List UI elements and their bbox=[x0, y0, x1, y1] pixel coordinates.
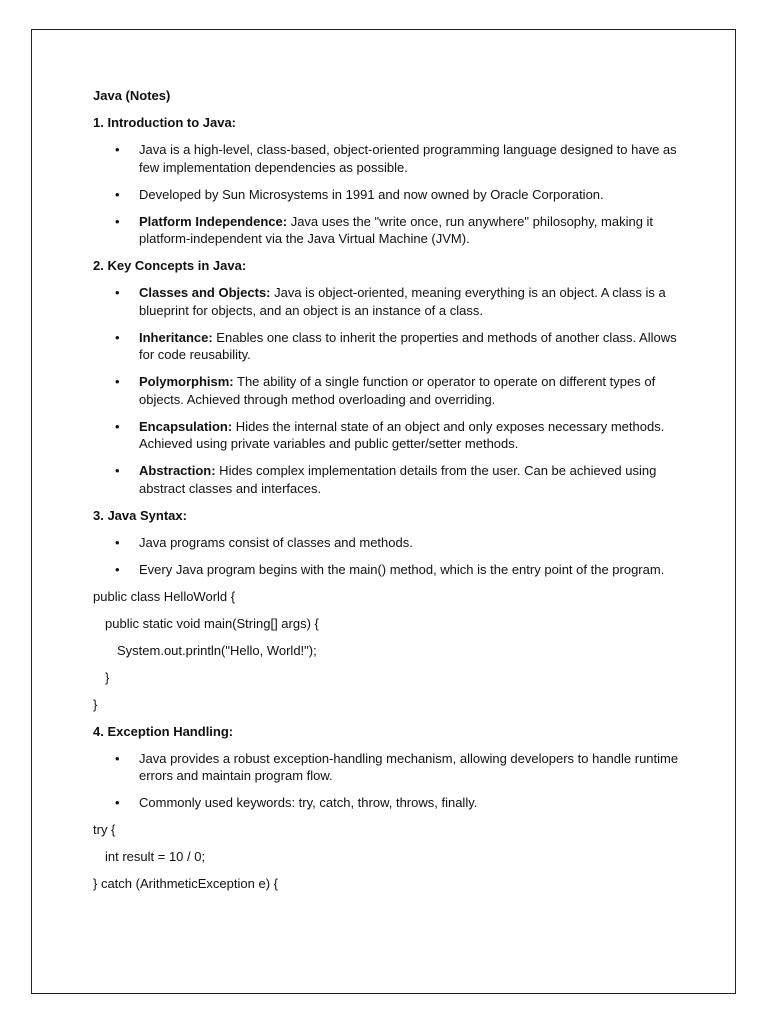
list-item-text: Enables one class to inherit the properties and methods of another class. Allows for code reusability. bbox=[139, 329, 677, 362]
bullet-icon: • bbox=[115, 463, 120, 478]
document-page bbox=[31, 29, 736, 994]
list-item-text: Java programs consist of classes and methods. bbox=[139, 534, 413, 550]
bullet-icon: • bbox=[115, 329, 120, 345]
code-line: public static void main(String[] args) { bbox=[105, 615, 319, 631]
exception-handling-list bbox=[93, 750, 683, 812]
code-line: } catch (ArithmeticException e) { bbox=[93, 876, 278, 891]
list-item-text: Every Java program begins with the main() method, which is the entry point of the program. bbox=[139, 561, 665, 577]
list-item-text: Hides complex implementation details from the user. Can be achieved using abstract classes and interfaces. bbox=[139, 463, 657, 496]
list-item bbox=[93, 561, 683, 579]
list-item bbox=[93, 534, 683, 552]
introduction-list bbox=[93, 141, 683, 248]
list-item bbox=[93, 794, 683, 812]
list-item-text: Developed by Sun Microsystems in 1991 and now owned by Oracle Corporation. bbox=[139, 186, 604, 202]
key-concepts-list bbox=[93, 284, 683, 497]
bullet-icon: • bbox=[115, 213, 120, 229]
section-heading-syntax: 3. Java Syntax: bbox=[93, 507, 187, 523]
section-heading-exception-handling: 4. Exception Handling: bbox=[93, 723, 234, 739]
document-content bbox=[93, 87, 683, 902]
list-item-term: Classes and Objects: bbox=[139, 285, 271, 300]
list-item bbox=[93, 284, 683, 319]
bullet-icon: • bbox=[115, 418, 120, 434]
section-heading-introduction: 1. Introduction to Java: bbox=[93, 115, 237, 130]
code-line: } bbox=[105, 669, 110, 685]
bullet-icon: • bbox=[115, 285, 120, 300]
bullet-icon: • bbox=[115, 142, 120, 157]
list-item-text: Java uses the "write once, run anywhere" philosophy, making it platform-independent via the Java Virtual Machine (JVM). bbox=[139, 213, 654, 246]
list-item bbox=[93, 329, 683, 364]
bullet-icon: • bbox=[115, 534, 120, 550]
list-item-text: Java is object-oriented, meaning everything is an object. A class is a blueprint for objects, and an object is an instance of a class. bbox=[139, 285, 666, 318]
bullet-icon: • bbox=[115, 374, 120, 389]
code-line: try { bbox=[93, 822, 116, 837]
bullet-icon: • bbox=[115, 795, 120, 810]
list-item bbox=[93, 462, 683, 497]
list-item-text: Hides the internal state of an object and only exposes necessary methods. Achieved using private variables and public getter/setter methods. bbox=[139, 418, 665, 451]
code-line: } bbox=[93, 696, 98, 712]
list-item bbox=[93, 418, 683, 453]
code-line: public class HelloWorld { bbox=[93, 588, 236, 604]
list-item bbox=[93, 141, 683, 176]
bullet-icon: • bbox=[115, 750, 120, 766]
document-title: Java (Notes) bbox=[93, 88, 171, 103]
code-line: System.out.println("Hello, World!"); bbox=[117, 642, 317, 658]
list-item-text: Commonly used keywords: try, catch, throw, throws, finally. bbox=[139, 795, 478, 810]
list-item-text: Java provides a robust exception-handling mechanism, allowing developers to handle runtime errors and maintain program flow. bbox=[139, 750, 679, 783]
list-item-term: Polymorphism: bbox=[139, 374, 234, 389]
bullet-icon: • bbox=[115, 186, 120, 202]
list-item-text: Java is a high-level, class-based, object-oriented programming language designed to have as few implementation dependencies as possible. bbox=[139, 142, 677, 175]
list-item-text: The ability of a single function or operator to operate on different types of objects. Achieved through method overloading and overriding. bbox=[139, 374, 656, 407]
list-item-term: Platform Independence: bbox=[139, 213, 288, 229]
list-item-term: Inheritance: bbox=[139, 329, 213, 345]
list-item-term: Abstraction: bbox=[139, 463, 216, 478]
list-item bbox=[93, 186, 683, 204]
code-line: int result = 10 / 0; bbox=[105, 849, 206, 864]
bullet-icon: • bbox=[115, 561, 120, 577]
list-item bbox=[93, 750, 683, 785]
list-item bbox=[93, 373, 683, 408]
list-item-term: Encapsulation: bbox=[139, 418, 233, 434]
syntax-list bbox=[93, 534, 683, 579]
section-heading-key-concepts: 2. Key Concepts in Java: bbox=[93, 258, 247, 273]
list-item bbox=[93, 213, 683, 248]
